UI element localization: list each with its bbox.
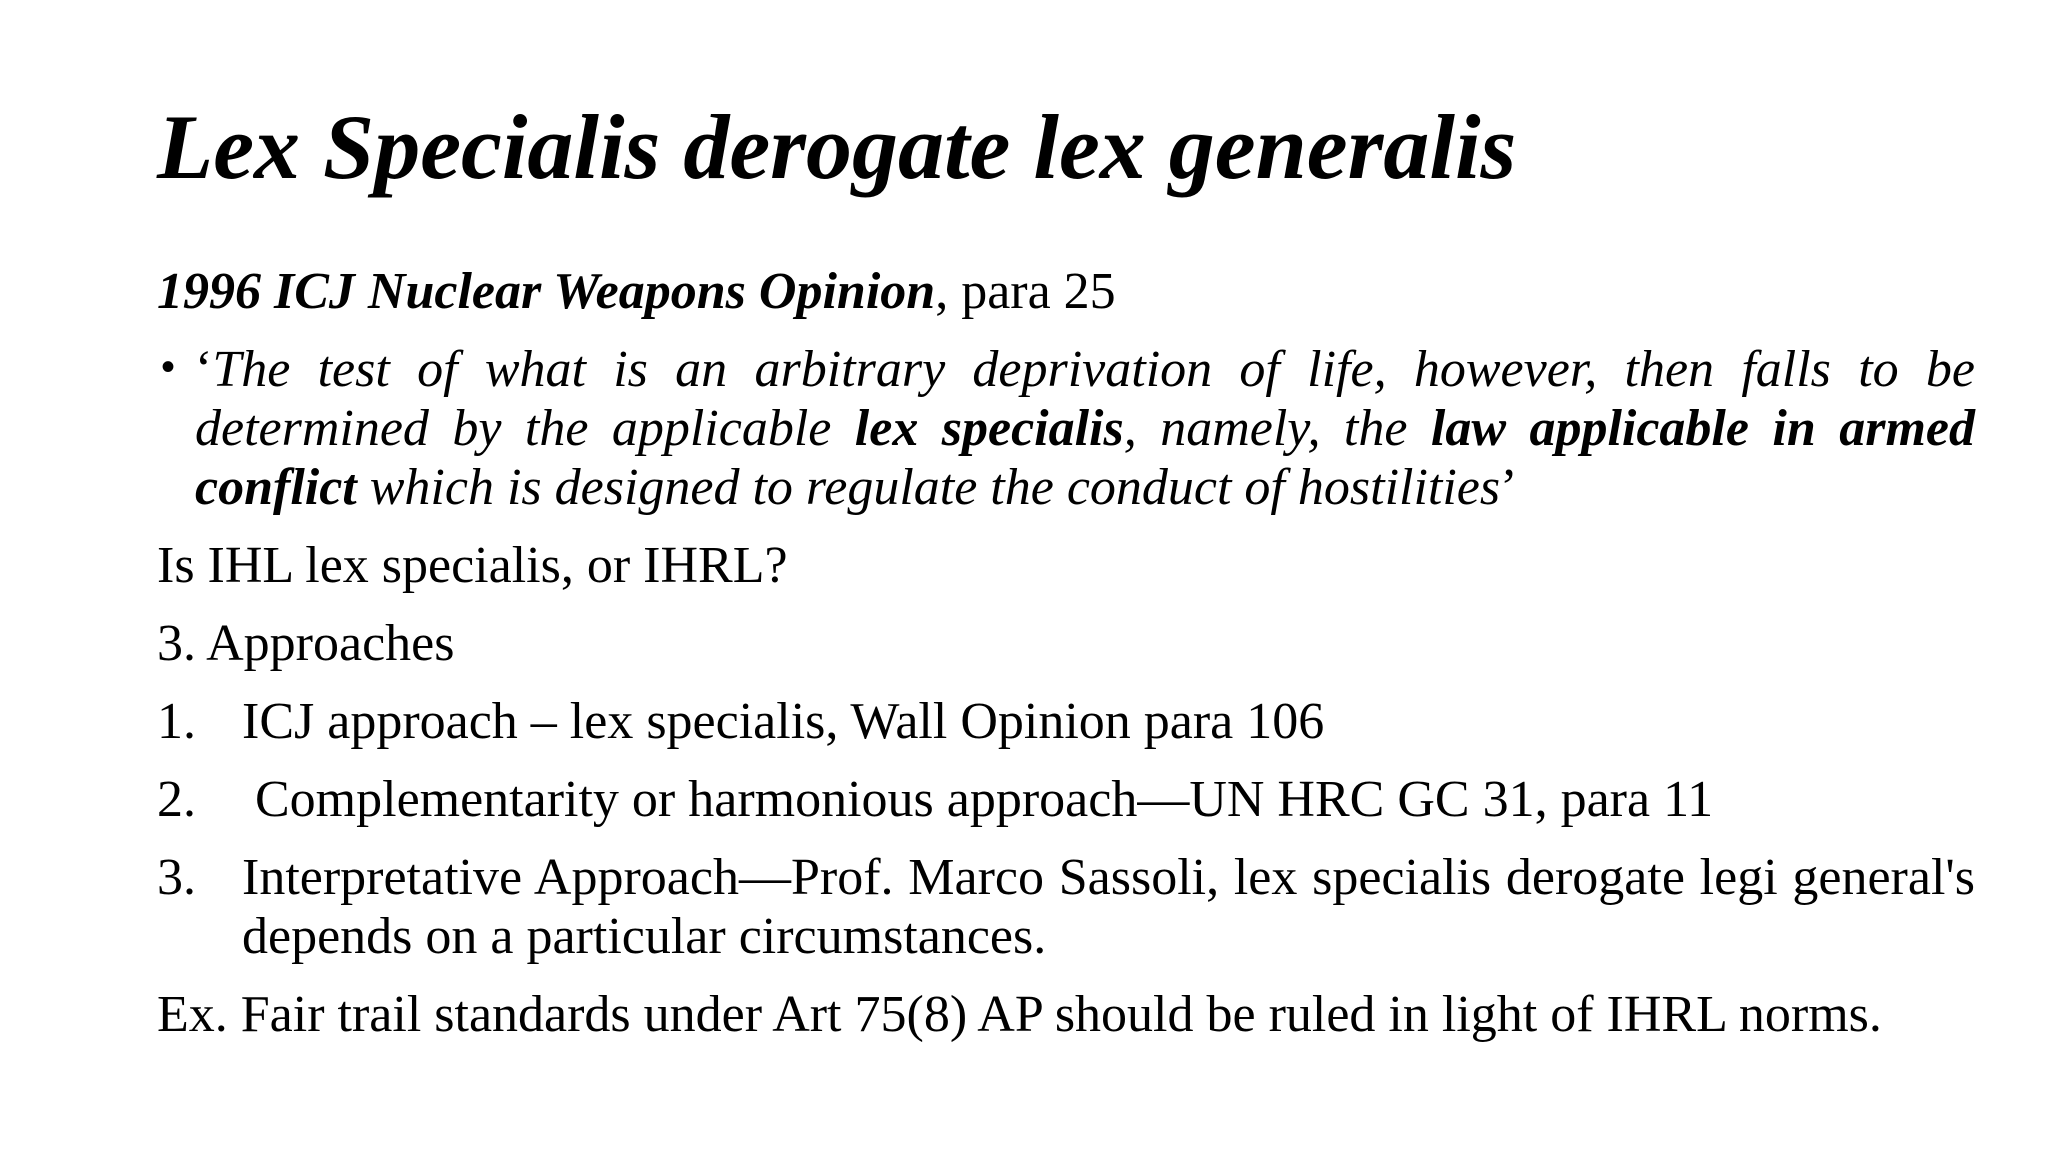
quote-text-3: which is designed to regulate the conduct of hostilities xyxy=(356,459,1501,516)
bullet-icon: • xyxy=(161,345,176,389)
approach-item-1 xyxy=(157,692,1975,751)
approach-number: 1. xyxy=(157,693,196,750)
case-name: 1996 ICJ Nuclear Weapons Opinion xyxy=(157,263,936,320)
close-quote: ’ xyxy=(1500,459,1518,516)
quote-text-1: The test of what is an arbitrary deprivation of life, however, then falls to be determined by the applicable xyxy=(195,341,1975,457)
quote-bullet-item xyxy=(157,340,1975,517)
example-line: Ex. Fair trail standards under Art 75(8) AP should be ruled in light of IHRL norms. xyxy=(157,986,1882,1043)
approach-text: ICJ approach – lex specialis, Wall Opinion para 106 xyxy=(242,693,1325,750)
case-suffix: , para 25 xyxy=(935,263,1116,320)
approach-item-2 xyxy=(157,770,1975,829)
approach-item-3 xyxy=(157,848,1975,966)
approaches-heading: 3. Approaches xyxy=(157,615,455,672)
open-quote: ‘ xyxy=(195,341,213,398)
approach-number: 3. xyxy=(157,849,196,906)
slide-body xyxy=(157,262,1975,1063)
approach-number: 2. xyxy=(157,771,196,828)
quote-text-2: , namely, the xyxy=(1123,400,1431,457)
approach-text: Complementarity or harmonious approach—UN HRC GC 31, para 11 xyxy=(242,771,1714,828)
approach-text: Interpretative Approach—Prof. Marco Sassoli, lex specialis derogate legi general's depends on a particular circumstances. xyxy=(242,849,1975,965)
slide-title: Lex Specialis derogate lex generalis xyxy=(157,96,1517,198)
quote-bold-1: lex specialis xyxy=(854,400,1124,457)
quote-bold-2: law applicable in armed conflict xyxy=(195,400,1975,516)
question-line: Is IHL lex specialis, or IHRL? xyxy=(157,537,788,594)
source-line xyxy=(157,262,1975,321)
